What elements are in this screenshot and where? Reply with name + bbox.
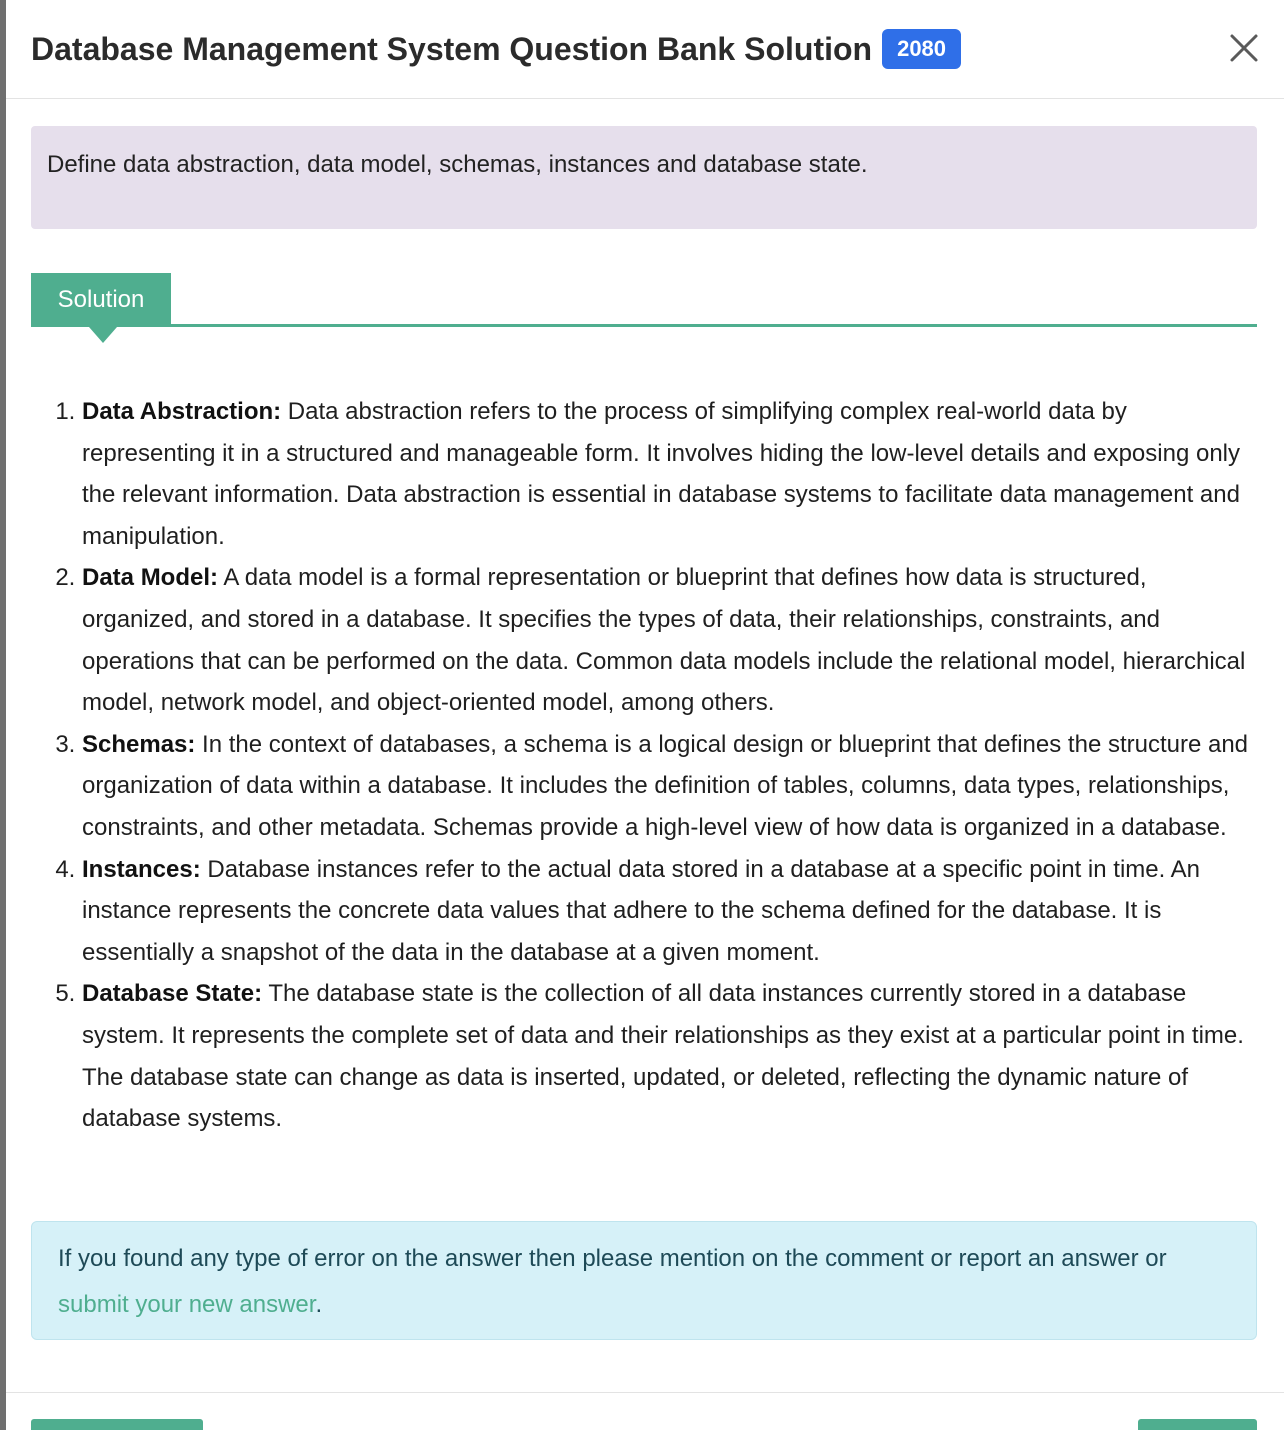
answer-item: [82, 724, 1264, 849]
close-icon: [1226, 30, 1262, 66]
year-badge: 2080: [882, 29, 961, 69]
footer-left-button[interactable]: [31, 1419, 203, 1430]
answer-text: A data model is a formal representation or blueprint that defines how data is structured, organized, and stored in a database. It specifies the types of data, their relationships, constraints, and operations that can be performed on the data. Common data models include the relational model, hierarchical model, network model, and object-oriented model, among others.: [82, 564, 1246, 717]
answer-term: Data Model:: [82, 564, 219, 592]
answer-text: Data abstraction refers to the process of simplifying complex real-world data by representing it in a structured and manageable form. It involves hiding the low-level details and exposing only the relevant information. Data abstraction is essential in database systems to facilitate data management and manipulation.: [82, 398, 1240, 550]
modal-title-text: Database Management System Question Bank Solution: [31, 31, 873, 67]
notice-text: If you found any type of error on the answer then please mention on the comment or report an answer or: [58, 1245, 1167, 1272]
solution-tab-pointer: [89, 327, 117, 343]
answer-term: Data Abstraction:: [82, 398, 282, 425]
answer-item: [82, 849, 1264, 974]
answer-term: Database State:: [82, 980, 263, 1008]
solution-tab: Solution: [31, 273, 171, 327]
answer-term: Schemas:: [82, 730, 196, 758]
modal-footer: [6, 1392, 1284, 1430]
solution-modal: [6, 0, 1284, 1430]
answer-text: Database instances refer to the actual data stored in a database at a specific point in time. An instance represents the concrete data values that adhere to the schema defined for the database. It is essentially a snapshot of the data in the database at a given moment.: [82, 855, 1200, 966]
close-button[interactable]: [1226, 30, 1262, 66]
question-box: [31, 126, 1257, 229]
modal-header: [6, 0, 1284, 99]
answer-list: [54, 391, 1264, 1140]
answer-term: Instances:: [82, 855, 201, 883]
submit-answer-link[interactable]: submit your new answer: [58, 1291, 316, 1318]
question-text: Define data abstraction, data model, schemas, instances and database state.: [47, 151, 868, 178]
answer-text: In the context of databases, a schema is a logical design or blueprint that defines the structure and organization of data within a database. It includes the definition of tables, columns, data types, relationships, constraints, and other metadata. Schemas provide a high-level view of how data is organized in a database.: [82, 730, 1249, 841]
notice-suffix: .: [315, 1291, 323, 1318]
footer-right-button[interactable]: [1138, 1419, 1257, 1430]
answer-item: [82, 391, 1264, 557]
solution-divider: [31, 324, 1257, 327]
error-notice: [31, 1221, 1257, 1340]
answer-item: [82, 973, 1264, 1139]
modal-title: [31, 28, 961, 70]
answer-text: The database state is the collection of all data instances currently stored in a database system. It represents the complete set of data and their relationships as they exist at a particular point in time. The database state can change as data is inserted, updated, or deleted, reflecting the dynamic nature of database systems.: [82, 980, 1244, 1133]
solution-tab-row: [31, 273, 1257, 343]
answer-item: [82, 557, 1264, 723]
